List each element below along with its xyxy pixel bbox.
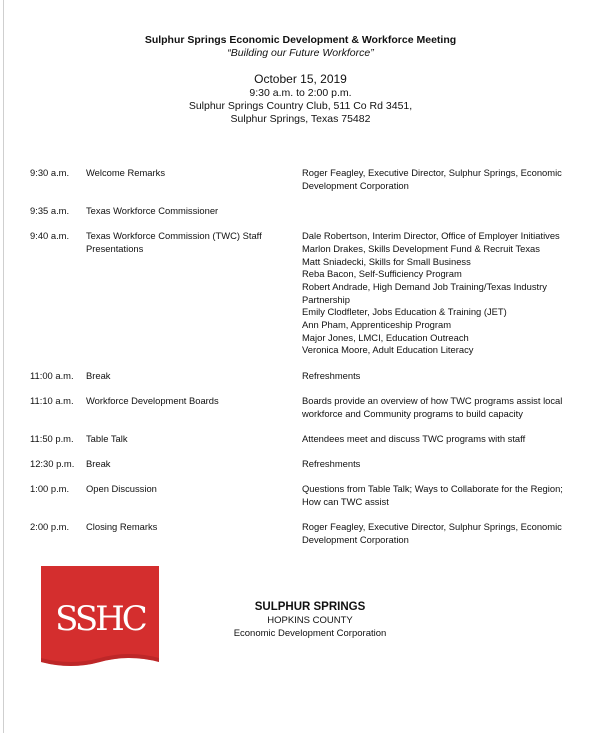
- agenda-detail-line: Development Corporation: [302, 533, 409, 545]
- agenda-detail-line: Reba Bacon, Self-Sufficiency Program: [302, 268, 462, 280]
- sshc-logo-icon: [41, 566, 159, 669]
- agenda-time: 11:10 a.m.: [30, 394, 74, 406]
- agenda-detail-line: Matt Sniadecki, Skills for Small Business: [302, 255, 471, 267]
- agenda-detail-line: Boards provide an overview of how TWC programs assist local: [302, 394, 563, 406]
- agenda-row: [30, 483, 590, 508]
- agenda-detail-line: Attendees meet and discuss TWC programs with staff: [302, 432, 526, 444]
- agenda-time: 2:00 p.m.: [30, 521, 70, 533]
- agenda-row: [30, 521, 590, 546]
- agenda-time: 9:40 a.m.: [30, 230, 70, 242]
- agenda-topic-line: Presentations: [86, 242, 144, 254]
- agenda-topic: [86, 433, 302, 446]
- meeting-tagline: “Building our Future Workforce”: [227, 47, 374, 59]
- agenda-row: [30, 395, 590, 420]
- agenda-detail-line: Robert Andrade, High Demand Job Training/Texas Industry: [302, 280, 547, 292]
- agenda-topic-line: Texas Workforce Commissioner: [86, 204, 219, 216]
- agenda-topic-line: Closing Remarks: [86, 521, 158, 533]
- agenda-topic: [86, 521, 302, 546]
- agenda-row: [30, 167, 590, 192]
- agenda-detail-line: Ann Pham, Apprenticeship Program: [302, 319, 452, 331]
- logo-lettering: SSHC: [55, 599, 145, 639]
- agenda-detail-line: Development Corporation: [302, 179, 409, 191]
- agenda-row: [30, 205, 590, 218]
- agenda-row: [30, 433, 590, 446]
- agenda-topic-line: Welcome Remarks: [86, 167, 166, 178]
- footer-org-name: SULPHUR SPRINGS: [254, 601, 366, 613]
- agenda-details: [302, 483, 566, 508]
- agenda-detail-line: Refreshments: [302, 369, 361, 381]
- meeting-title: Sulphur Springs Economic Development & Workforce Meeting: [144, 34, 457, 46]
- footer-county: HOPKINS COUNTY: [267, 615, 353, 626]
- agenda-topic-line: Break: [86, 457, 111, 469]
- agenda-row: [30, 230, 590, 357]
- agenda-details: [302, 370, 566, 383]
- footer-corporation: Economic Development Corporation: [233, 628, 387, 639]
- agenda-details: [302, 230, 566, 357]
- meeting-header: [0, 34, 601, 126]
- agenda-details: [302, 205, 566, 218]
- agenda-details: [302, 433, 566, 446]
- agenda-detail-line: Dale Robertson, Interim Director, Office of Employer Initiatives: [302, 230, 560, 242]
- agenda-topic: [86, 205, 302, 218]
- agenda-details: [302, 458, 566, 471]
- agenda-detail-line: Veronica Moore, Adult Education Literacy: [302, 344, 474, 356]
- org-footer: [215, 600, 405, 640]
- meeting-venue: Sulphur Springs Country Club, 511 Co Rd 3451,: [188, 100, 413, 112]
- agenda-detail-line: Roger Feagley, Executive Director, Sulphur Springs, Economic: [302, 521, 562, 533]
- agenda-topic-line: Table Talk: [86, 432, 128, 444]
- agenda-detail-line: Refreshments: [302, 457, 361, 469]
- agenda-time: 1:00 p.m.: [30, 483, 70, 495]
- agenda-topic-line: Break: [86, 369, 111, 381]
- agenda-table: [30, 167, 590, 559]
- agenda-row: [30, 458, 590, 471]
- agenda-topic: [86, 167, 302, 192]
- meeting-time-range: 9:30 a.m. to 2:00 p.m.: [249, 87, 352, 99]
- agenda-time: 11:00 a.m.: [30, 369, 74, 381]
- agenda-topic: [86, 458, 302, 471]
- agenda-topic: [86, 395, 302, 420]
- agenda-detail-line: Questions from Table Talk; Ways to Collaborate for the Region;: [302, 483, 563, 495]
- agenda-detail-line: Marlon Drakes, Skills Development Fund & Recruit Texas: [302, 242, 540, 254]
- meeting-city: Sulphur Springs, Texas 75482: [230, 113, 371, 125]
- agenda-topic: [86, 370, 302, 383]
- agenda-time: 9:30 a.m.: [30, 167, 70, 178]
- agenda-time: 12:30 p.m.: [30, 457, 75, 469]
- meeting-date: October 15, 2019: [254, 72, 347, 86]
- agenda-details: [302, 521, 566, 546]
- agenda-row: [30, 370, 590, 383]
- agenda-detail-line: Major Jones, LMCI, Education Outreach: [302, 331, 469, 343]
- agenda-details: [302, 395, 566, 420]
- agenda-detail-line: Roger Feagley, Executive Director, Sulphur Springs, Economic: [302, 167, 562, 178]
- agenda-topic-line: Workforce Development Boards: [86, 394, 219, 406]
- agenda-detail-line: Emily Clodfleter, Jobs Education & Training (JET): [302, 306, 507, 318]
- agenda-detail-line: How can TWC assist: [302, 495, 389, 507]
- agenda-topic-line: Open Discussion: [86, 483, 157, 495]
- agenda-detail-line: Partnership: [302, 293, 350, 305]
- agenda-topic-line: Texas Workforce Commission (TWC) Staff: [86, 230, 262, 242]
- agenda-topic: [86, 483, 302, 508]
- agenda-topic: [86, 230, 302, 357]
- agenda-time: 11:50 p.m.: [30, 432, 74, 444]
- agenda-detail-line: workforce and Community programs to build capacity: [302, 407, 523, 419]
- agenda-details: [302, 167, 566, 192]
- agenda-time: 9:35 a.m.: [30, 204, 70, 216]
